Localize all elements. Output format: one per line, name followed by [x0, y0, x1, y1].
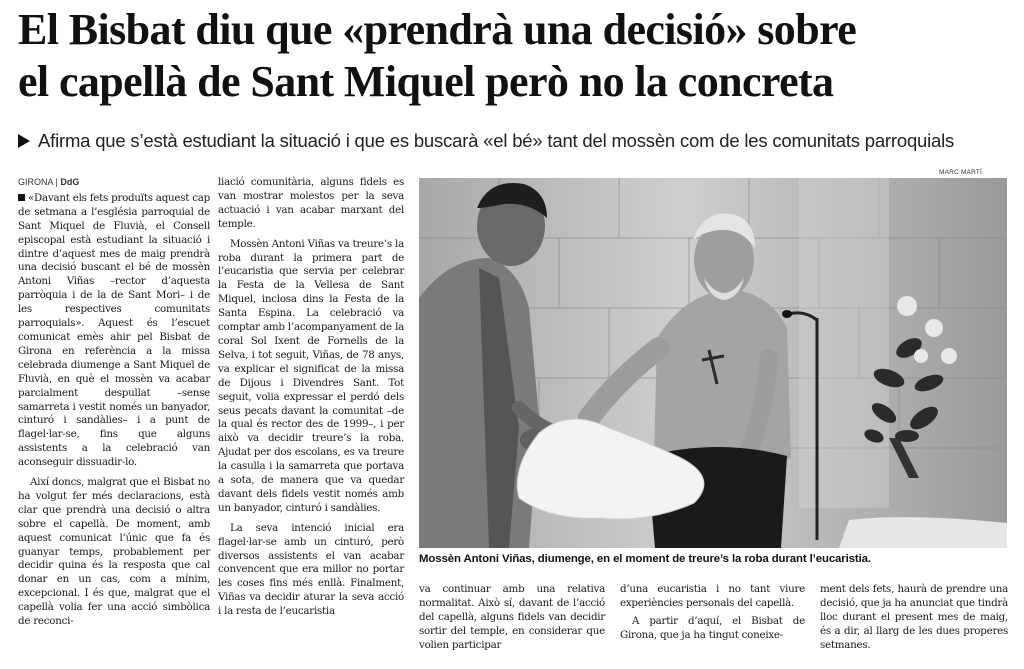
photo-credit: MARC MARTÍ [939, 169, 983, 176]
article-column-2 [218, 176, 404, 619]
article-paragraph: Així doncs, malgrat que el Bisbat no ha volgut fer més declaracions, està clar que prendrà una decisió o altra sobre el capellà. De moment, amb aquest comunicat l’únic que fa és guanyar temps, probablement per decidir quina és la resposta que cal donar en un cas, com a mínim, excepcional. I és que, malgrat que el capellà volia fer una acció simbòlica de reconci- [18, 476, 210, 628]
byline [18, 176, 210, 190]
article-paragraph: La seva intenció inicial era flagel·lar-se amb un cinturó, però diversos assistents el van acabar convencent que era millor no portar les coses fins més enllà. Finalment, Viñas va decidir aturar la seva acció i la resta de l’eucaristia [218, 521, 404, 618]
article-column-1 [18, 176, 210, 629]
subheadline-text: Afirma que s’està estudiant la situació i que es buscarà «el bé» tant del mossèn com de les comunitats parroquials [38, 130, 955, 151]
byline-source: DdG [60, 177, 80, 187]
article-paragraph: «Davant els fets produïts aquest cap de setmana a l’església parroquial de Sant Miquel de Fluvià, el Consell episcopal està estudiant la situació i dintre d’aquest mes de maig prendrà una decisió buscant el bé de mossèn Antoni Viñas –rector d’aquesta parròquia i de la de Sant Mori– i de les respectives comunitats parroquials». Aquest és l’escuet comunicat emès ahir pel Bisbat de Girona en referència a la missa celebrada diumenge a Sant Miquel de Fluvià, en què el mossèn va acabar parcialment despullat –sense samarreta i vestit només un banyador, cinturó i sandàlies– i a punt de flagel·lar-se, fins que alguns assistents a la celebració van aconseguir dissuadir-lo. [18, 191, 210, 469]
photo-caption: Mossèn Antoni Viñas, diumenge, en el moment de treure’s la roba durant l’eucaristia. [419, 553, 871, 565]
article-paragraph: liació comunitària, alguns fidels es van mostrar molestos per la seva actuació i van acabar marxant del temple. [218, 176, 404, 230]
article-column-3 [419, 583, 605, 653]
headline-line-2: el capellà de Sant Miquel però no la concreta [18, 57, 834, 106]
article-column-4 [620, 583, 805, 643]
article-paragraph: A partir d’aquí, el Bisbat de Girona, que ja ha tingut coneixe- [620, 614, 805, 641]
article-paragraph: d’una eucaristia i no tant viure experiències personals del capellà. [620, 583, 805, 609]
triangle-bullet-icon [18, 134, 30, 148]
article-paragraph: va continuar amb una relativa normalitat. Això sí, davant de l’acció del capellà, alguns fidels van decidir sortir del temple, en considerar que volien participar [419, 583, 605, 651]
headline-line-1: El Bisbat diu que «prendrà una decisió» sobre [18, 5, 857, 54]
article-column-5 [820, 583, 1008, 653]
article-photo [419, 178, 1007, 548]
priest-undressing-photo [419, 178, 1007, 548]
subheadline [18, 129, 1018, 153]
article-paragraph: Mossèn Antoni Viñas va treure’s la roba durant la primera part de l’eucaristia que servia per celebrar la Festa de la Vellesa de Sant Miquel, inclosa dins la Festa de la Santa Espina. La celebració va comptar amb l’acompanyament de la coral Sol Ixent de Fornells de la Selva, i tot seguit, Viñas, de 78 anys, va explicar el significat de la missa de Dijous i Divendres Sant. Tot seguit, volia expressar el perdó dels seus pecats davant la comunitat –de la qual és rector des de 1999–, i per això va decidir treure’s la roba. Ajudat per dos escolans, es va treure la casulla i la samarreta que portava a sota, de manera que va quedar davant dels fidels vestit només amb un banyador, cinturó i sandàlies. [218, 237, 404, 514]
headline [18, 4, 1008, 108]
article-paragraph: ment dels fets, haurà de prendre una decisió, que ja ha anunciat que tindrà lloc durant el present mes de maig, és a dir, al llarg de les dues properes setmanes. [820, 583, 1008, 651]
byline-place: GIRONA | [18, 177, 58, 187]
square-bullet-icon [18, 194, 25, 201]
